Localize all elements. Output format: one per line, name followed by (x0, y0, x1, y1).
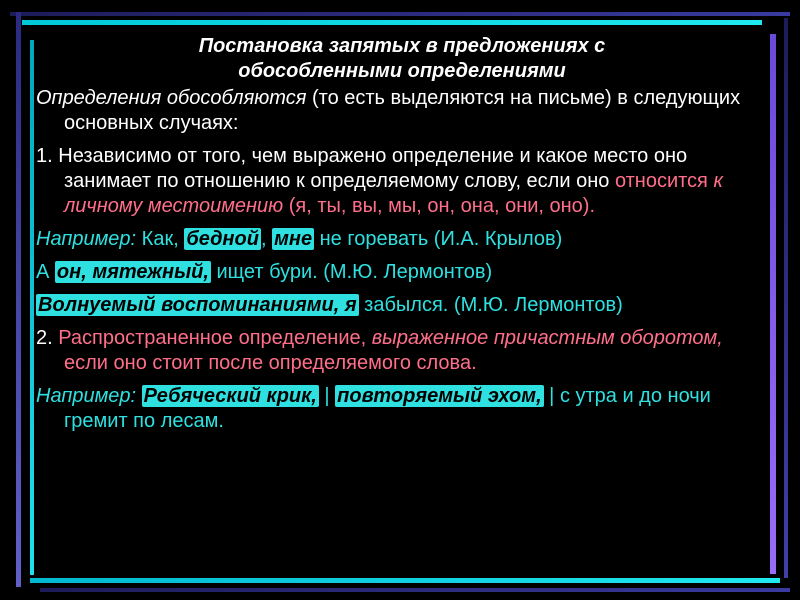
frame-bottom-blue (40, 588, 790, 592)
example-1-pre: Как, (136, 228, 185, 250)
frame-left-blue (16, 12, 21, 587)
example-1-highlight-2: мне (274, 228, 313, 250)
example-2 (36, 260, 768, 285)
example-2-post: ищет бури. (М.Ю. Лермонтов) (210, 261, 493, 283)
rule-1 (36, 144, 768, 219)
frame-left-cyan (30, 40, 34, 575)
example-1-label: Например: (36, 228, 137, 250)
rule-2 (36, 326, 768, 376)
frame-right-violet (770, 34, 776, 574)
example-1-comma: , (260, 228, 267, 250)
intro-paragraph (36, 86, 768, 136)
frame-top-blue (10, 12, 790, 16)
rule-1-pink: относится (614, 170, 708, 192)
frame-right-blue (784, 18, 788, 578)
title-line-2: обособленными определениями (238, 60, 566, 82)
rule-1-tail: (я, ты, вы, мы, он, она, они, оно). (283, 195, 596, 217)
example-4-post: с утра и до ночи гремит по лесам. (64, 385, 711, 432)
example-4 (36, 384, 768, 434)
frame-top-cyan (22, 20, 762, 25)
slide-content (36, 34, 768, 442)
frame-bottom-cyan (30, 578, 780, 583)
example-4-separator-2: | (543, 385, 560, 407)
example-4-highlight-1: Ребяческий крик, (143, 385, 317, 407)
rule-1-text: Независимо от того, чем выражено определение и какое место оно занимает по отношению к определяемому слову, если оно (52, 145, 688, 192)
rule-1-number: 1. (36, 145, 53, 167)
slide-title (36, 34, 768, 84)
example-2-pre: А (36, 261, 55, 283)
example-1-post: не горевать (И.А. Крылов) (314, 228, 563, 250)
example-4-label: Например: (36, 385, 137, 407)
rule-1-pink-italic: к личному местоимению (64, 170, 723, 217)
rule-2-text: Распространенное определение, (52, 327, 372, 349)
example-1-highlight-1: бедной (186, 228, 259, 250)
example-1 (36, 227, 768, 252)
example-3-highlight: Волнуемый воспоминаниями, я (38, 294, 357, 316)
intro-lead: Определения обособляются (36, 87, 307, 109)
title-line-1: Постановка запятых в предложениях с (198, 35, 606, 57)
example-4-highlight-2: повторяемый эхом, (337, 385, 542, 407)
example-2-highlight: он, мятежный, (56, 261, 209, 283)
example-3 (36, 293, 768, 318)
intro-rest: (то есть выделяются на письме) в следующих основных случаях: (64, 87, 741, 134)
rule-2-rest: если оно стоит после определяемого слова. (64, 352, 477, 374)
example-4-separator-1: | (318, 385, 336, 407)
rule-2-italic: выраженное причастным оборотом, (371, 327, 723, 349)
example-3-post: забылся. (М.Ю. Лермонтов) (358, 294, 623, 316)
rule-2-number: 2. (36, 327, 53, 349)
